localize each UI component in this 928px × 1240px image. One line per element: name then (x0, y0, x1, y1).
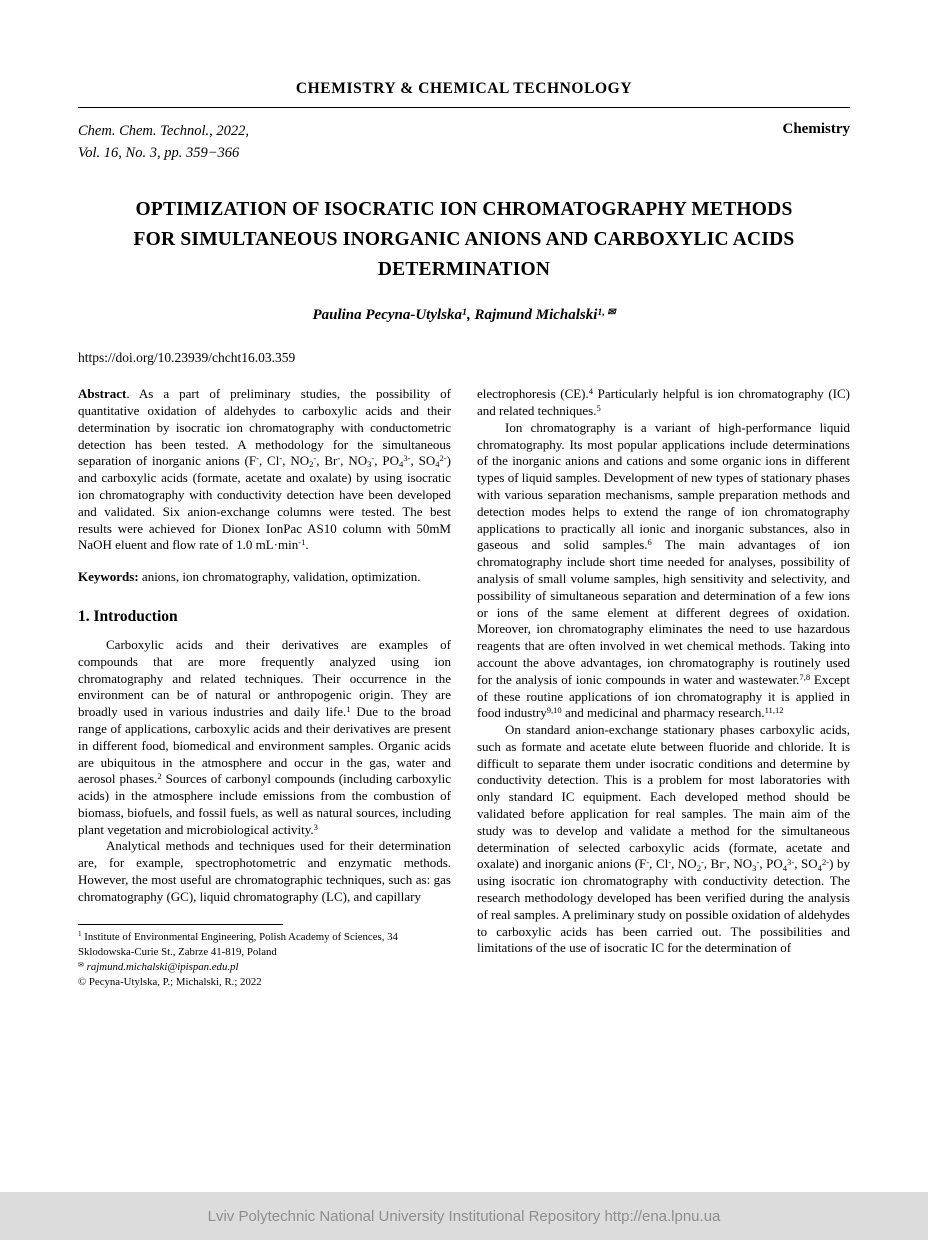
left-column (78, 386, 451, 990)
doi-link[interactable]: https://doi.org/10.23939/chcht16.03.359 (78, 350, 296, 366)
footnote-rule (78, 924, 283, 925)
two-column-body (78, 386, 850, 990)
footnote-block (78, 906, 451, 990)
abstract-paragraph: Abstract. As a part of preliminary studies, the possibility of quantitative oxidation of aldehydes to carboxylic acids and their determination by isocratic ion chromatography with conductometric detection has been tested. A methodology for the simultaneous separation of inorganic anions (F-, Cl-, $NO_2^-$, Br-, $NO_3^-$, $PO_4^{3-}$, $SO_4^{2-}$) and carboxylic acids (formate, acetate and oxalate) by using isocratic ion chromatography with conductivity detection have been developed and validated. Six anion-exchange columns were tested. The best results were achieved for Dionex IonPac AS10 column with 50mM NaOH eluent and flow rate of 1.0 $mL\cdot\min^{-1}$. (78, 386, 451, 553)
header-rule (78, 107, 850, 108)
right-column (477, 386, 850, 990)
right-paragraph-3: On standard anion-exchange stationary phases carboxylic acids, such as formate and acetate elute between fluoride and chloride. It is difficult to separate them under isocratic conditions and determine by conductivity detection. This is a problem for most laboratories with only standard IC equipment. Each developed method should be validated before application for real samples. The main aim of the study was to develop and validate a method for the simultaneous determination of selected carboxylic acids (formate, acetate and oxalate) and inorganic anions (F-, Cl-, $NO_2^-$, Br-, $NO_3^-$, $PO_4^{3-}$, $SO_4^{2-}$) by using isocratic ion chromatography with conductivity detection. The research methodology developed has been verified during the analysis of real samples. A preliminary study on possible oxidation of aldehydes to carboxylic acids has been carried out. The possibilities and limitations of the use of isocratic IC for the determination of (477, 722, 850, 956)
journal-header: CHEMISTRY & CHEMICAL TECHNOLOGY (295, 80, 633, 97)
right-paragraph-2: Ion chromatography is a variant of high-performance liquid chromatography. Its most popular applications include determinations of the inorganic anions and cations and some organic ions in different types of liquid samples. Development of new types of stationary phases with various separation mechanisms, sample preparation methods and detection modes helps to extend the range of ion chromatography applications to practically all ionic and inorganic substances, also in gaseous and solid samples.$^6$ The main advantages of ion chromatography include short time needed for analyses, possibility of analysis of small volume samples, high sensitivity and selectivity, and possibility of simultaneous separation and determination of a few ions or ions of the same element at different degrees of oxidation. Moreover, ion chromatography eliminates the need to use hazardous reagents that are often involved in wet chemical methods. Taking into account the above advantages, ion chromatography is routinely used for the analysis of ionic compounds in water and wastewater.$^{7,8}$ Except of these routine applications of ion chromatography it is applied in food industry$^{9,10}$ and medicinal and pharmacy research.$^{11,12}$ (477, 419, 851, 721)
intro-paragraph-1: Carboxylic acids and their derivatives are examples of compounds that are more frequently analyzed using ion chromatography and related techniques. Their occurrence in the environment can be of natural or anthropogenic origin. They are broadly used in various industries and daily life.$^1$ Due to the broad range of applications, carboxylic acids and their derivatives are present in different food, biomedical and environment samples. Organic acids are ubiquitous in the atmosphere and occur in the gas, water and aerosol phases.$^2$ Sources of carbonyl compounds (including carboxylic acids) in the atmosphere include emissions from the combustion of biomass, biofuels, and fossil fuels, as well as natural sources, including plant vegetation and microbiological activity.$^3$ (78, 636, 451, 837)
authors-line: Paulina Pecyna-Utylska$^1$, Rajmund Michalski$^{1, ✉}$ (312, 306, 616, 324)
intro-paragraph-2: Analytical methods and techniques used for their determination are, for example, spectrophotometric and enzymatic methods. However, the most useful are chromatographic techniques, such as: gas chromatography (GC), liquid chromatography (LC), and capillary (78, 838, 451, 904)
meta-row (78, 121, 850, 165)
keywords-line: Keywords: anions, ion chromatography, validation, optimization. (78, 569, 421, 585)
footnote-email[interactable]: ✉ rajmund.michalski@ipispan.edu.pl (78, 960, 239, 973)
citation-line-2: Vol. 16, No. 3, pp. 359−366 (78, 144, 240, 161)
paper-title: OPTIMIZATION OF ISOCRATIC ION CHROMATOGRAPHY METHODS FOR SIMULTANEOUS INORGANIC ANIONS AND CARBOXYLIC ACIDS DETERMINATION (133, 198, 795, 280)
footnote-affiliation: $^1$ Institute of Environmental Engineering, Polish Academy of Sciences, 34 Sklodowska-Curie St., Zabrze 41-819, Poland (78, 930, 398, 958)
repository-text: Lviv Polytechnic National University Institutional Repository http://ena.lpnu.ua (207, 1207, 721, 1225)
section-label: Chemistry (782, 121, 850, 137)
repository-footer (0, 1192, 928, 1240)
footnote-copyright: © Pecyna-Utylska, P.; Michalski, R.; 2022 (78, 976, 262, 988)
citation-line-1: Chem. Chem. Technol., 2022, (78, 123, 250, 139)
citation (78, 121, 249, 165)
section-heading-introduction: 1. Introduction (78, 607, 178, 625)
right-paragraph-1: electrophoresis (CE).$^4$ Particularly helpful is ion chromatography (IC) and related techniques.$^5$ (477, 386, 850, 418)
